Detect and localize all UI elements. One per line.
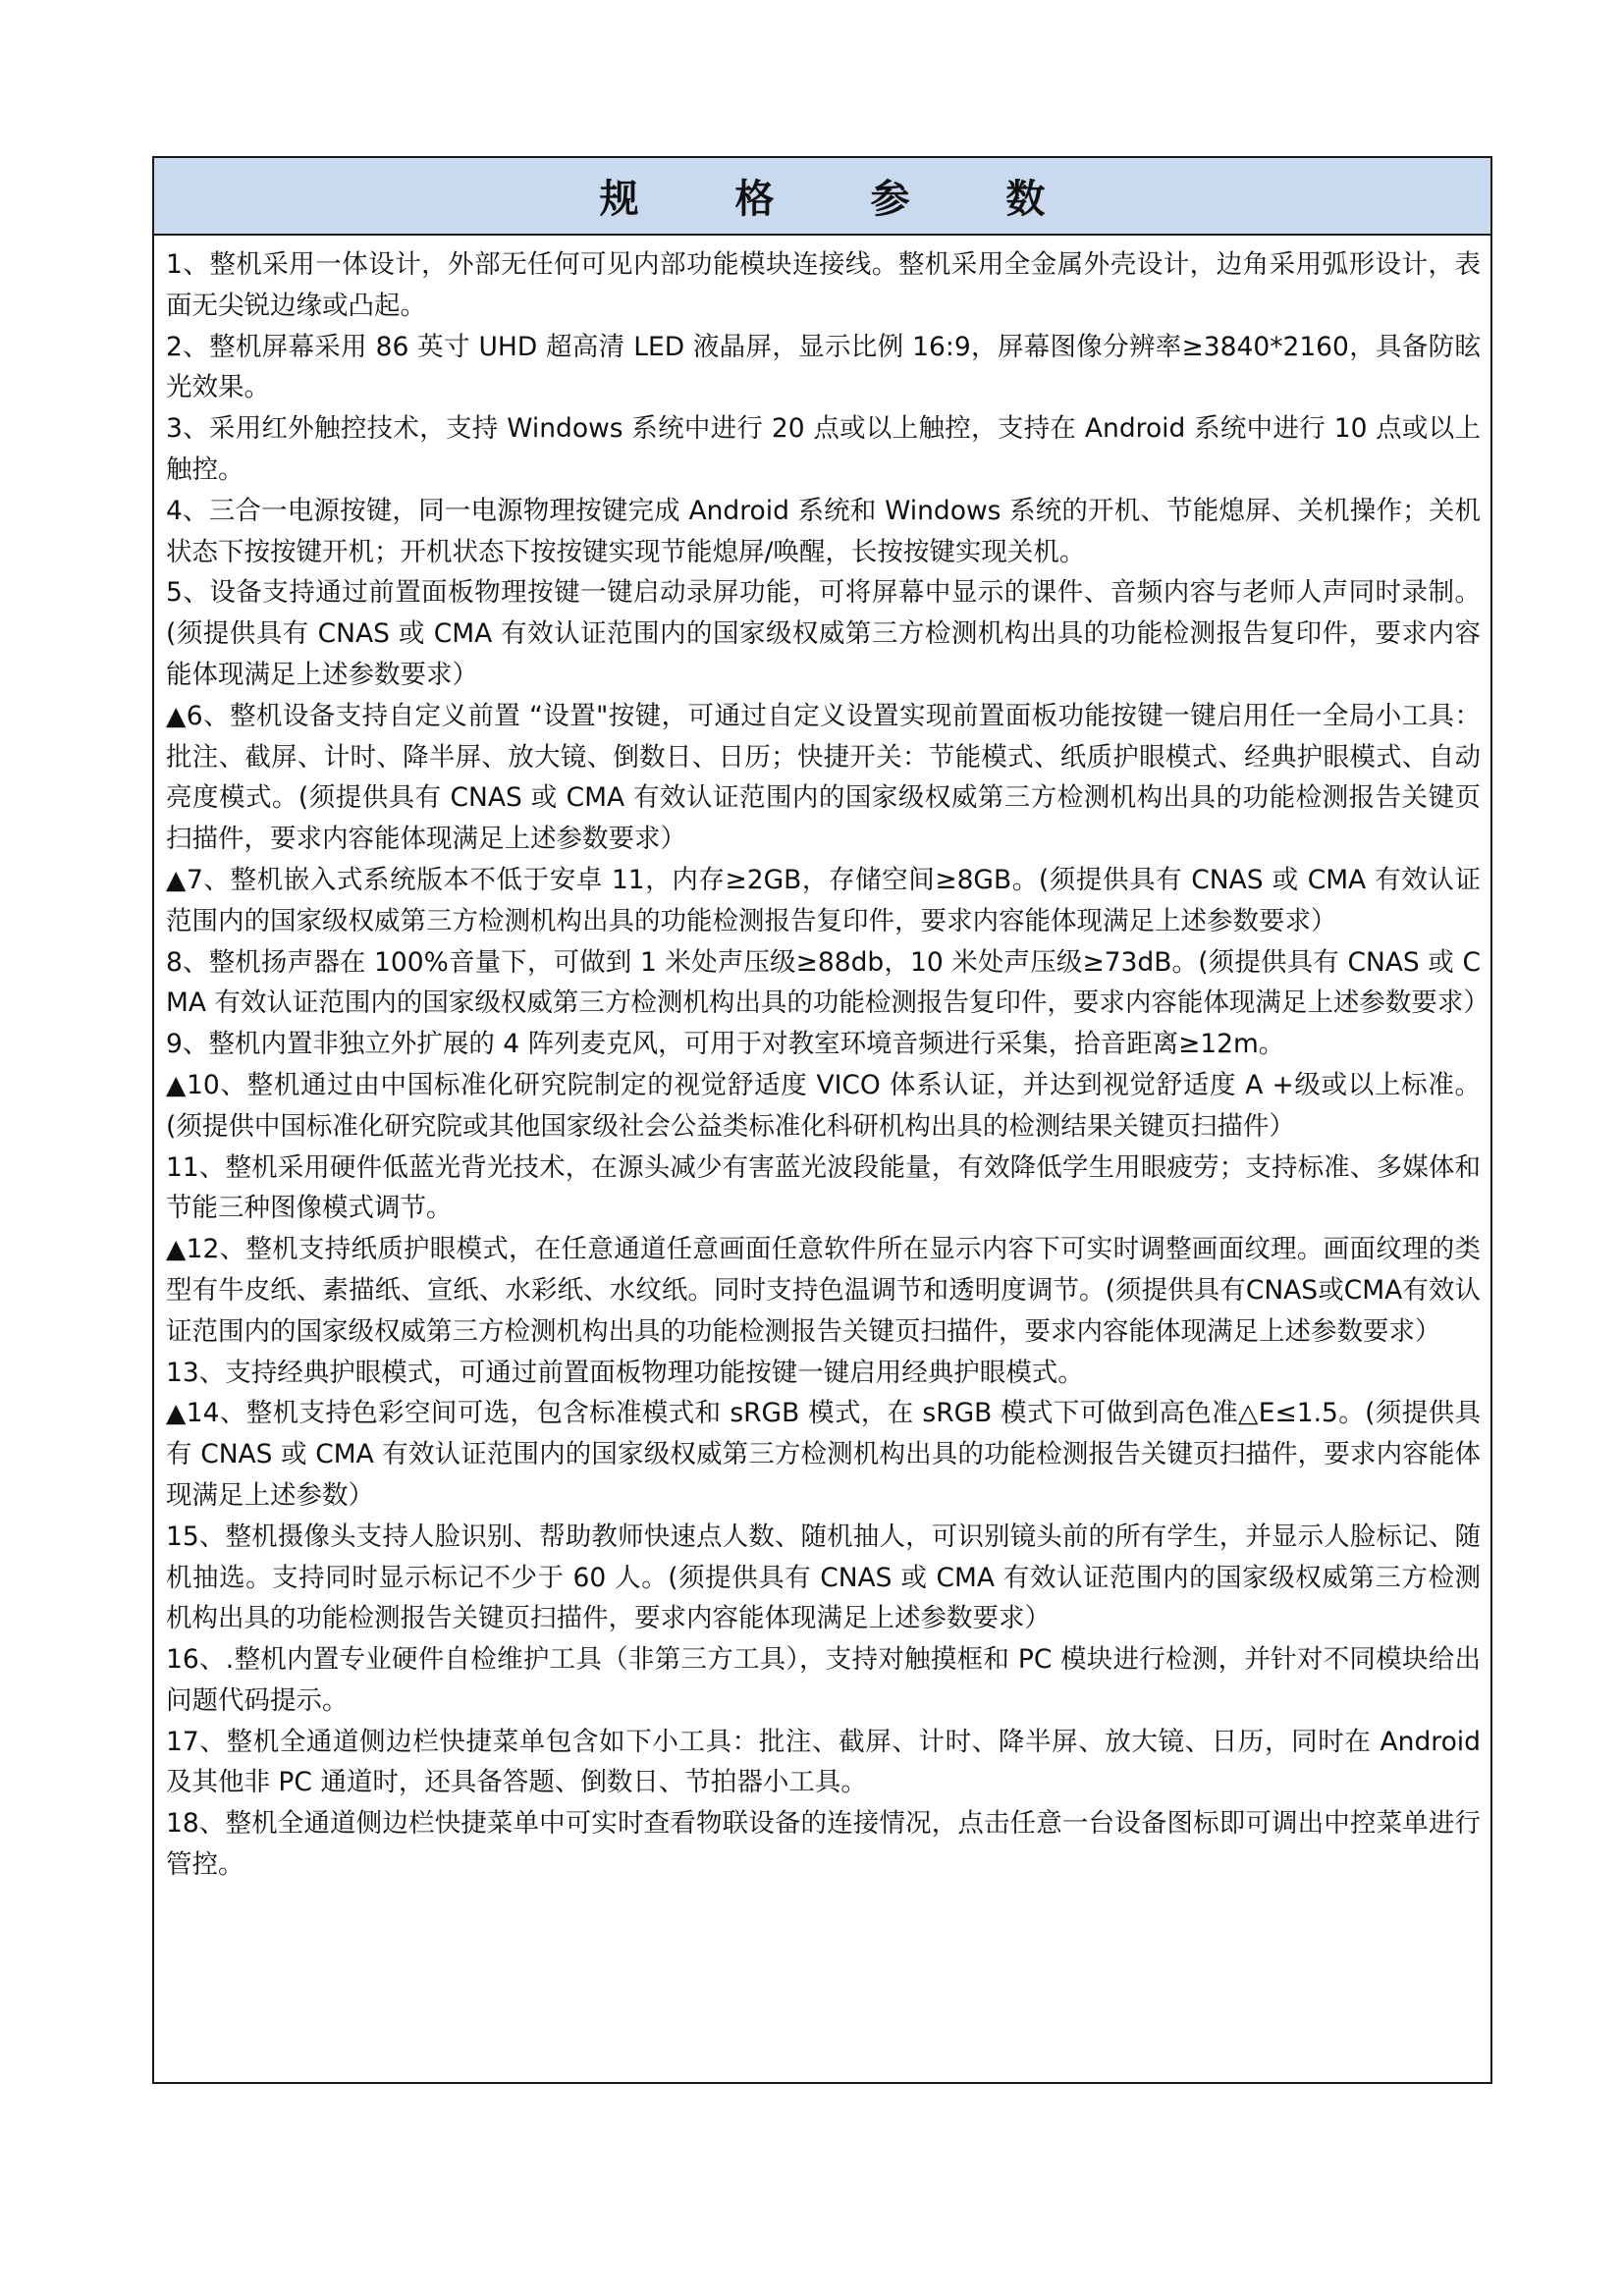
spec-item-18: 18、整机全通道侧边栏快捷菜单中可实时查看物联设备的连接情况，点击任意一台设备图标即可调出中控菜单进行管控。 — [166, 1808, 1481, 1881]
spec-item-6: ▲6、整机设备支持自定义前置 “设置"按键，可通过自定义设置实现前置面板功能按键一键启用任一全局小工具：批注、截屏、计时、降半屏、放大镜、倒数日、日历；快捷开关：节能模式、纸质护眼模式、经典护眼模式、自动亮度模式。(须提供具有 CNAS 或 CMA 有效认证范围内的国家级权威第三方检测机构出具的功能检测报告关键页扫描件，要求内容能体现满足上述参数要求） — [166, 700, 1481, 855]
spec-item-13: 13、支持经典护眼模式，可通过前置面板物理功能按键一键启用经典护眼模式。 — [166, 1357, 1084, 1388]
spec-item-3: 3、采用红外触控技术，支持 Windows 系统中进行 20 点或以上触控，支持在 Android 系统中进行 10 点或以上触控。 — [166, 413, 1481, 485]
spec-item-2: 2、整机屏幕采用 86 英寸 UHD 超高清 LED 液晶屏，显示比例 16:9，屏幕图像分辨率≥3840*2160，具备防眩光效果。 — [166, 331, 1481, 403]
spec-item-15: 15、整机摄像头支持人脸识别、帮助教师快速点人数、随机抽人，可识别镜头前的所有学生，并显示人脸标记、随机抽选。支持同时显示标记不少于 60 人。(须提供具有 CNAS 或 CMA 有效认证范围内的国家级权威第三方检测机构出具的功能检测报告关键页扫描件，要求内容能体现满足上述参数要求） — [166, 1521, 1481, 1634]
spec-item-14: ▲14、整机支持色彩空间可选，包含标准模式和 sRGB 模式，在 sRGB 模式下可做到高色准△E≤1.5。(须提供具有 CNAS 或 CMA 有效认证范围内的国家级权威第三方检测机构出具的功能检测报告关键页扫描件，要求内容能体现满足上述参数） — [166, 1398, 1481, 1511]
spec-item-1: 1、整机采用一体设计，外部无任何可见内部功能模块连接线。整机采用全金属外壳设计，边角采用弧形设计，表面无尖锐边缘或凸起。 — [166, 249, 1481, 321]
page-title: 规 格 参 数 — [599, 177, 1087, 222]
spec-item-5: 5、设备支持通过前置面板物理按键一键启动录屏功能，可将屏幕中显示的课件、音频内容与老师人声同时录制。(须提供具有 CNAS 或 CMA 有效认证范围内的国家级权威第三方检测机构出具的功能检测报告复印件，要求内容能体现满足上述参数要求） — [166, 577, 1481, 690]
spec-item-9: 9、整机内置非独立外扩展的 4 阵列麦克风，可用于对教室环境音频进行采集，拾音距离≥12m。 — [166, 1029, 1285, 1060]
spec-list — [154, 236, 1490, 1886]
spec-item-16: 16、.整机内置专业硬件自检维护工具（非第三方工具），支持对触摸框和 PC 模块进行检测，并针对不同模块给出问题代码提示。 — [166, 1644, 1481, 1716]
title-bar — [154, 158, 1490, 236]
spec-item-17: 17、整机全通道侧边栏快捷菜单包含如下小工具：批注、截屏、计时、降半屏、放大镜、日历，同时在 Android 及其他非 PC 通道时，还具备答题、倒数日、节拍器小工具。 — [166, 1726, 1481, 1798]
spec-item-7: ▲7、整机嵌入式系统版本不低于安卓 11，内存≥2GB，存储空间≥8GB。(须提供具有 CNAS 或 CMA 有效认证范围内的国家级权威第三方检测机构出具的功能检测报告复印件，要求内容能体现满足上述参数要求） — [166, 864, 1481, 936]
spec-item-10: ▲10、整机通过由中国标准化研究院制定的视觉舒适度 VICO 体系认证，并达到视觉舒适度 A +级或以上标准。(须提供中国标准化研究院或其他国家级社会公益类标准化科研机构出具的检测结果关键页扫描件） — [166, 1069, 1481, 1142]
spec-item-4: 4、三合一电源按键，同一电源物理按键完成 Android 系统和 Windows 系统的开机、节能熄屏、关机操作；关机状态下按按键开机；开机状态下按按键实现节能熄屏/唤醒，长按按键实现关机。 — [166, 495, 1481, 567]
spec-item-11: 11、整机采用硬件低蓝光背光技术，在源头减少有害蓝光波段能量，有效降低学生用眼疲劳；支持标准、多媒体和节能三种图像模式调节。 — [166, 1151, 1481, 1224]
spec-item-8: 8、整机扬声器在 100%音量下，可做到 1 米处声压级≥88db，10 米处声压级≥73dB。(须提供具有 CNAS 或 CMA 有效认证范围内的国家级权威第三方检测机构出具的功能检测报告复印件，要求内容能体现满足上述参数要求） — [166, 946, 1489, 1019]
spec-table — [152, 156, 1492, 2084]
spec-item-12: ▲12、整机支持纸质护眼模式，在任意通道任意画面任意软件所在显示内容下可实时调整画面纹理。画面纹理的类型有牛皮纸、素描纸、宣纸、水彩纸、水纹纸。同时支持色温调节和透明度调节。(须提供具有CNAS或CMA有效认证范围内的国家级权威第三方检测机构出具的功能检测报告关键页扫描件，要求内容能体现满足上述参数要求） — [166, 1234, 1481, 1347]
